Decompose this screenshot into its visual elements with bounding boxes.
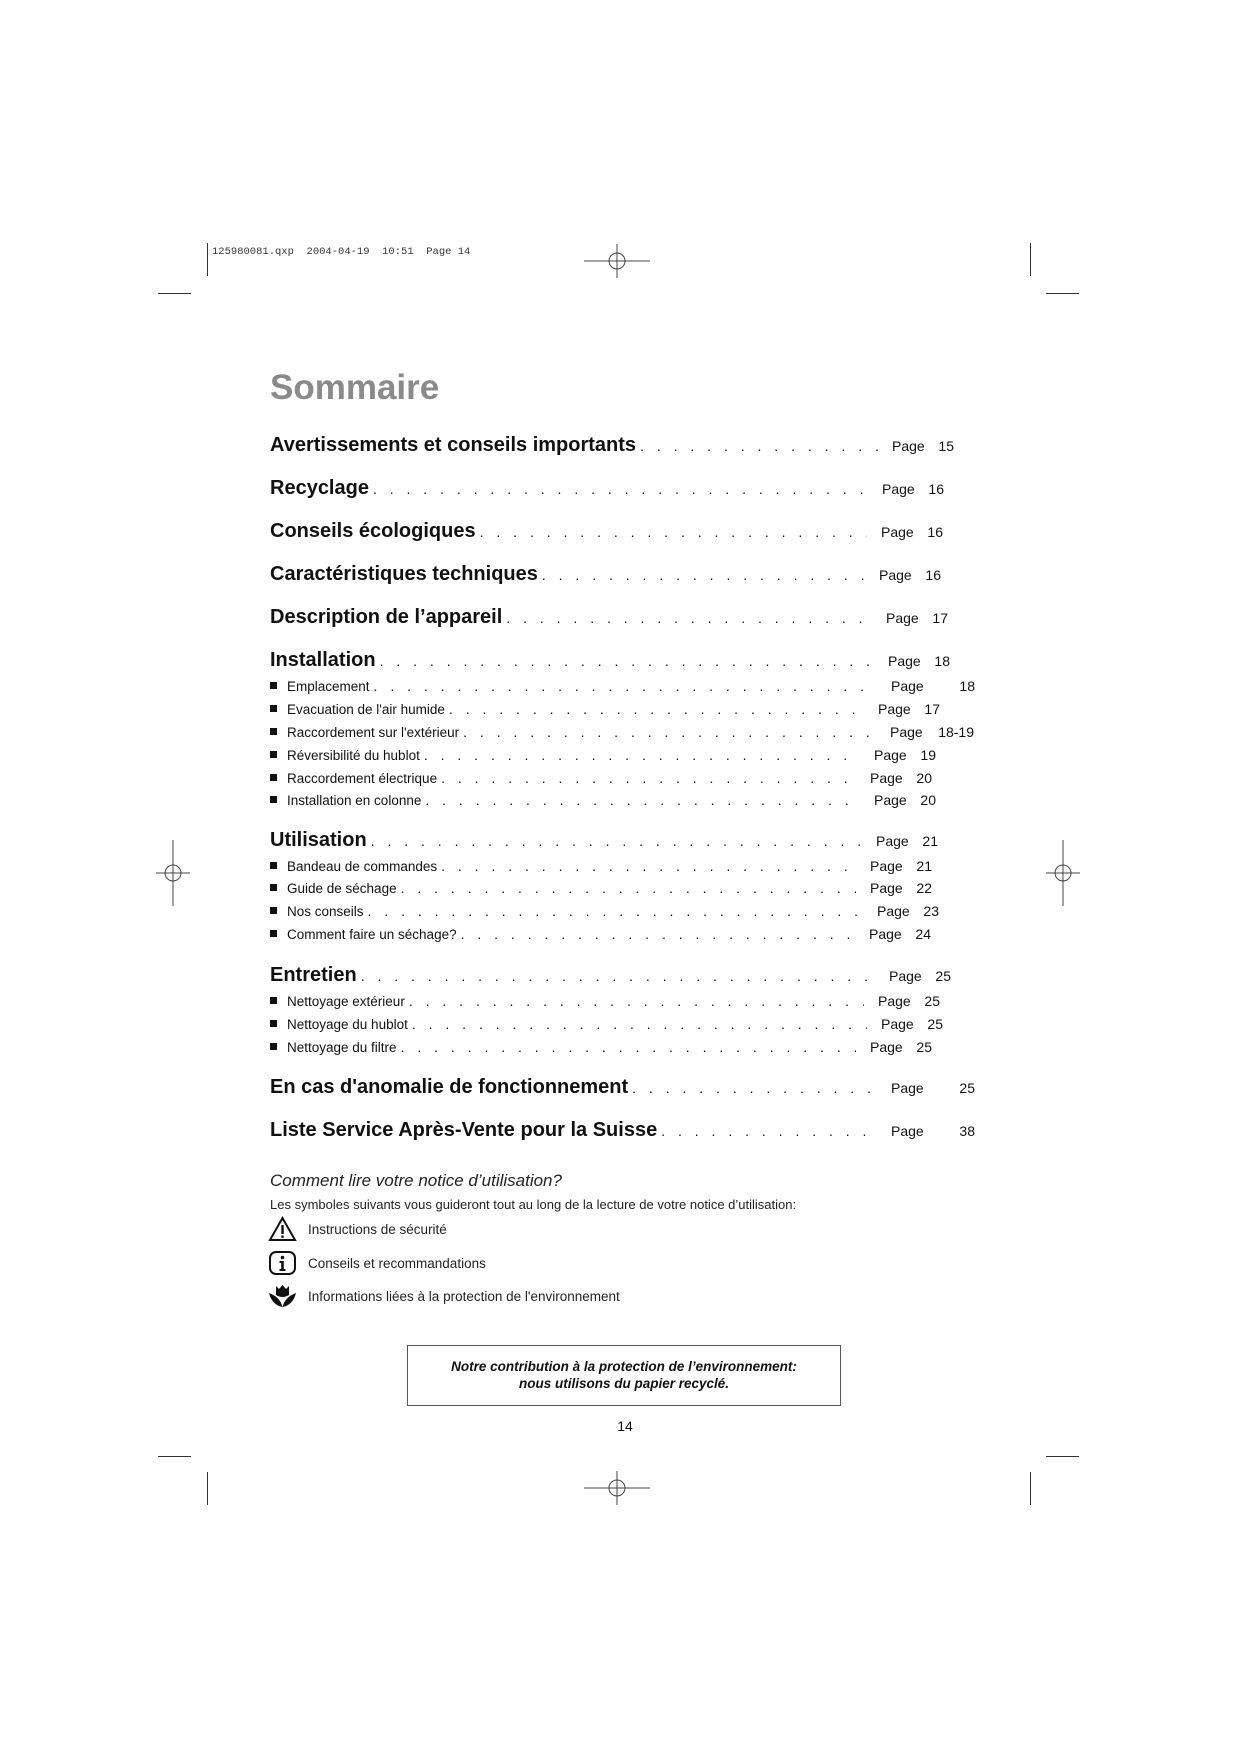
toc-page: Page 18 bbox=[888, 653, 950, 669]
toc-page: Page 16 bbox=[882, 481, 944, 497]
toc-label: Réversibilité du hublot bbox=[287, 748, 420, 763]
bullet-icon bbox=[270, 682, 277, 689]
page-title: Sommaire bbox=[270, 368, 440, 407]
toc-subentry bbox=[270, 926, 931, 950]
toc-label: Conseils écologiques bbox=[270, 520, 476, 542]
environment-icon bbox=[268, 1283, 297, 1309]
bullet-icon bbox=[270, 862, 277, 869]
toc-entry bbox=[270, 1076, 975, 1100]
dot-leader bbox=[506, 606, 872, 629]
dot-leader bbox=[480, 520, 867, 543]
toc-label: Raccordement électrique bbox=[287, 771, 438, 786]
toc-entry bbox=[270, 477, 944, 501]
toc-label: Raccordement sur l'extérieur bbox=[287, 725, 460, 740]
dot-leader bbox=[661, 1119, 877, 1142]
toc-subentry bbox=[270, 880, 932, 904]
bullet-icon bbox=[270, 796, 277, 803]
dot-leader bbox=[371, 829, 862, 852]
toc-page: Page 25 bbox=[881, 1016, 943, 1032]
page-number: 14 bbox=[617, 1418, 633, 1434]
toc-label: Emplacement bbox=[287, 679, 370, 694]
toc-page: Page 25 bbox=[891, 1080, 975, 1096]
dot-leader bbox=[441, 770, 856, 786]
toc-page: Page 21 bbox=[876, 833, 938, 849]
toc-label: Description de l’appareil bbox=[270, 606, 503, 628]
toc-label: Liste Service Après-Vente pour la Suisse bbox=[270, 1119, 658, 1141]
print-slug: 125980081.qxp 2004-04-19 10:51 Page 14 bbox=[212, 246, 471, 258]
toc-page: Page 25 bbox=[889, 968, 951, 984]
dot-leader bbox=[373, 477, 868, 500]
toc-subentry bbox=[270, 1016, 943, 1040]
registration-mark-right bbox=[1046, 840, 1080, 906]
toc-page: Page 21 bbox=[870, 858, 932, 874]
toc-label: Nettoyage extérieur bbox=[287, 994, 405, 1009]
howto-title: Comment lire votre notice d’utilisation? bbox=[270, 1171, 562, 1190]
dot-leader bbox=[368, 903, 863, 919]
toc-label: Avertissements et conseils importants bbox=[270, 434, 637, 456]
dot-leader bbox=[401, 880, 856, 896]
toc-entry bbox=[270, 1119, 975, 1143]
dot-leader bbox=[449, 701, 864, 717]
toc-page: Page 16 bbox=[881, 524, 943, 540]
toc-subentry bbox=[270, 858, 932, 882]
dot-leader bbox=[632, 1076, 877, 1099]
crop-mark bbox=[1046, 1456, 1079, 1457]
symbol-row bbox=[268, 1283, 620, 1309]
toc-entry bbox=[270, 563, 941, 587]
dot-leader bbox=[380, 649, 874, 672]
toc-subentry bbox=[270, 724, 974, 748]
toc-page: Page 16 bbox=[879, 567, 941, 583]
toc-entry bbox=[270, 434, 954, 458]
bullet-icon bbox=[270, 728, 277, 735]
toc-label: Nettoyage du filtre bbox=[287, 1040, 397, 1055]
toc-label: Comment faire un séchage? bbox=[287, 927, 457, 942]
bullet-icon bbox=[270, 907, 277, 914]
toc-subentry bbox=[270, 903, 939, 927]
dot-leader bbox=[542, 563, 865, 586]
toc-page: Page 23 bbox=[877, 903, 939, 919]
toc-subentry bbox=[270, 792, 936, 816]
toc-page: Page 19 bbox=[874, 747, 936, 763]
bullet-icon bbox=[270, 884, 277, 891]
toc-label: En cas d'anomalie de fonctionnement bbox=[270, 1076, 629, 1098]
toc-page: Page 25 bbox=[878, 993, 940, 1009]
dot-leader bbox=[412, 1016, 867, 1032]
toc-label: Installation bbox=[270, 649, 376, 671]
toc-page: Page 17 bbox=[886, 610, 948, 626]
symbol-label: Conseils et recommandations bbox=[308, 1255, 486, 1271]
toc-subentry bbox=[270, 993, 940, 1017]
toc-subentry bbox=[270, 770, 932, 794]
bullet-icon bbox=[270, 705, 277, 712]
dot-leader bbox=[374, 678, 877, 694]
toc-label: Utilisation bbox=[270, 829, 367, 851]
registration-mark-left bbox=[156, 840, 190, 906]
toc-entry bbox=[270, 649, 950, 673]
dot-leader bbox=[361, 964, 875, 987]
toc-entry bbox=[270, 829, 938, 853]
crop-mark bbox=[1046, 293, 1079, 294]
toc-page: Page 18-19 bbox=[890, 724, 974, 740]
warning-icon bbox=[268, 1216, 297, 1242]
dot-leader bbox=[425, 792, 860, 808]
dot-leader bbox=[461, 926, 855, 942]
toc-label: Guide de séchage bbox=[287, 881, 397, 896]
crop-mark bbox=[207, 243, 208, 276]
toc-label: Bandeau de commandes bbox=[287, 859, 438, 874]
crop-mark bbox=[1030, 1472, 1031, 1505]
symbol-label: Instructions de sécurité bbox=[308, 1221, 447, 1237]
crop-mark bbox=[207, 1472, 208, 1505]
symbol-row bbox=[268, 1250, 486, 1276]
bullet-icon bbox=[270, 751, 277, 758]
toc-page: Page 24 bbox=[869, 926, 931, 942]
toc-subentry bbox=[270, 678, 975, 702]
toc-page: Page 20 bbox=[870, 770, 932, 786]
toc-page: Page 20 bbox=[874, 792, 936, 808]
crop-mark bbox=[158, 293, 191, 294]
crop-mark bbox=[158, 1456, 191, 1457]
toc-subentry bbox=[270, 1039, 932, 1063]
dot-leader bbox=[409, 993, 864, 1009]
note-line: Notre contribution à la protection de l’environnement: bbox=[451, 1359, 797, 1374]
registration-mark-top bbox=[584, 244, 650, 278]
registration-mark-bottom bbox=[584, 1471, 650, 1505]
crop-mark bbox=[1030, 243, 1031, 276]
bullet-icon bbox=[270, 930, 277, 937]
dot-leader bbox=[640, 434, 878, 457]
howto-intro: Les symboles suivants vous guideront tout au long de la lecture de votre notice d’utilisation: bbox=[270, 1197, 797, 1212]
toc-page: Page 17 bbox=[878, 701, 940, 717]
toc-label: Nettoyage du hublot bbox=[287, 1017, 408, 1032]
recycled-paper-note bbox=[407, 1345, 841, 1406]
symbol-row bbox=[268, 1216, 447, 1242]
toc-page: Page 15 bbox=[892, 438, 954, 454]
dot-leader bbox=[401, 1039, 856, 1055]
toc-subentry bbox=[270, 747, 936, 771]
toc-label: Recyclage bbox=[270, 477, 369, 499]
toc-label: Installation en colonne bbox=[287, 793, 422, 808]
bullet-icon bbox=[270, 774, 277, 781]
toc-page: Page 22 bbox=[870, 880, 932, 896]
dot-leader bbox=[463, 724, 876, 740]
toc-label: Caractéristiques techniques bbox=[270, 563, 538, 585]
toc-entry bbox=[270, 520, 943, 544]
symbol-label: Informations liées à la protection de l'environnement bbox=[308, 1288, 620, 1304]
info-icon bbox=[268, 1250, 297, 1276]
dot-leader bbox=[424, 747, 860, 763]
note-line: nous utilisons du papier recyclé. bbox=[518, 1376, 730, 1391]
toc-page: Page 38 bbox=[891, 1123, 975, 1139]
bullet-icon bbox=[270, 1020, 277, 1027]
bullet-icon bbox=[270, 1043, 277, 1050]
bullet-icon bbox=[270, 997, 277, 1004]
toc-entry bbox=[270, 964, 951, 988]
toc-label: Nos conseils bbox=[287, 904, 364, 919]
toc-label: Entretien bbox=[270, 964, 357, 986]
toc-page: Page 25 bbox=[870, 1039, 932, 1055]
toc-entry bbox=[270, 606, 948, 630]
toc-page: Page 18 bbox=[891, 678, 975, 694]
toc-subentry bbox=[270, 701, 940, 725]
dot-leader bbox=[441, 858, 856, 874]
toc-label: Evacuation de l'air humide bbox=[287, 702, 445, 717]
